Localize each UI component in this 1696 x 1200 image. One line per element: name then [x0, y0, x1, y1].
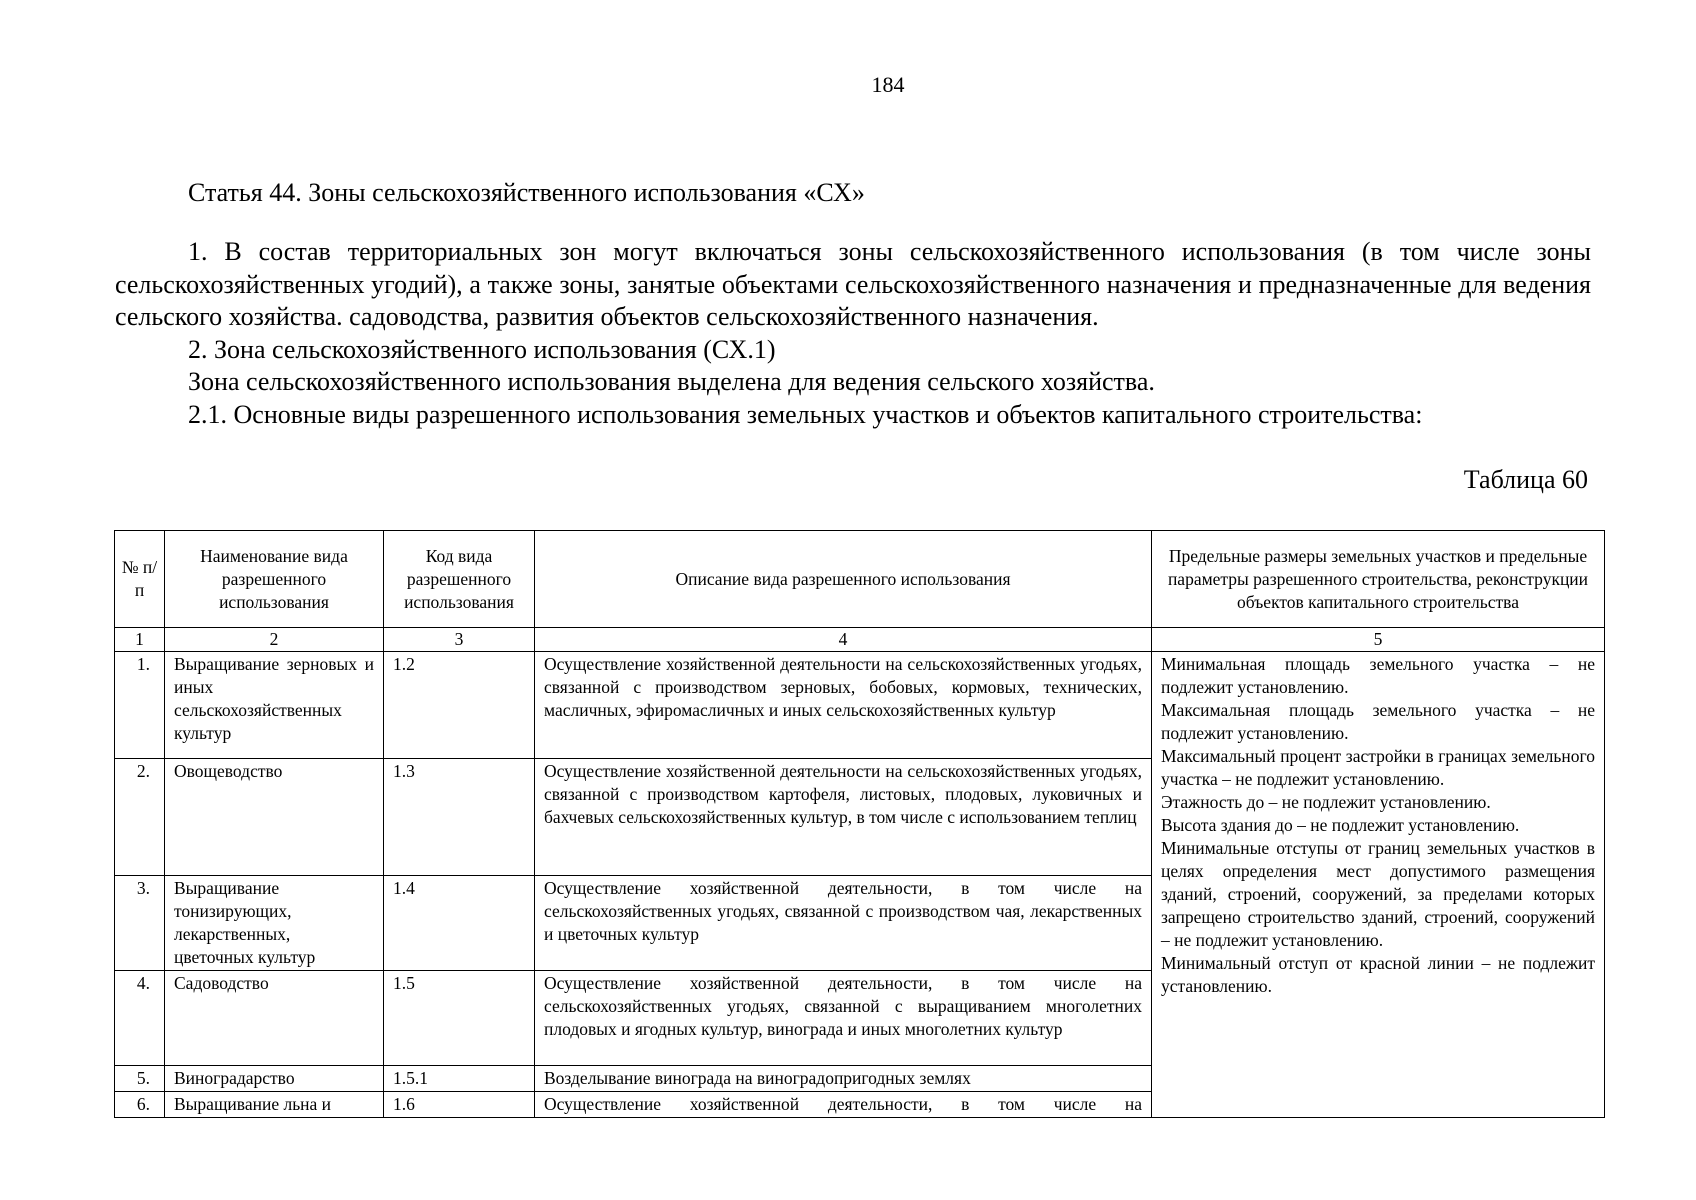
header-limits: Предельные размеры земельных участков и предельные параметры разрешенного строительства, реконструкции объектов капитального строительства [1152, 531, 1605, 628]
row-name: Выращивание зерновых и иных сельскохозяйственных культур [165, 652, 384, 759]
land-use-table [114, 530, 1605, 1118]
paragraph-2: 2. Зона сельскохозяйственного использования (СХ.1) [188, 334, 776, 364]
row-description: Осуществление хозяйственной деятельности на сельскохозяйственных угодьях, связанной с производством картофеля, листовых, плодовых, луковичных и бахчевых сельскохозяйственных культур, в том числе с использованием теплиц [535, 759, 1152, 876]
column-number: 3 [384, 628, 535, 652]
column-numbers-row [115, 628, 1605, 652]
row-name: Виноградарство [165, 1066, 384, 1092]
row-name: Садоводство [165, 971, 384, 1066]
row-name: Выращивание тонизирующих, лекарственных, цветочных культур [165, 876, 384, 971]
row-code: 1.5.1 [384, 1066, 535, 1092]
row-name: Овощеводство [165, 759, 384, 876]
header-description: Описание вида разрешенного использования [535, 531, 1152, 628]
row-description: Возделывание винограда на виноградопригодных землях [535, 1066, 1152, 1092]
page-number: 184 [871, 72, 905, 97]
limit-item: Этажность до – не подлежит установлению. [1161, 792, 1491, 812]
article-title: Статья 44. Зоны сельскохозяйственного использования «СХ» [188, 178, 865, 207]
row-description: Осуществление хозяйственной деятельности, в том числе на сельскохозяйственных угодьях, связанной с производством чая, лекарственных и цветочных культур [535, 876, 1152, 971]
limit-item: Минимальная площадь земельного участка – не подлежит установлению. [1161, 654, 1595, 697]
limits-cell [1152, 652, 1605, 1118]
limit-item: Минимальные отступы от границ земельных участков в целях определения мест допустимого размещения зданий, строений, сооружений, за пределами которых запрещено строительство зданий, строений, сооружений – не подлежит установлению. [1161, 838, 1595, 950]
table-caption: Таблица 60 [1463, 465, 1588, 494]
row-name: Выращивание льна и [165, 1092, 384, 1118]
header-number: № п/п [115, 531, 165, 628]
row-number: 6. [115, 1092, 165, 1118]
paragraph-1: 1. В состав территориальных зон могут включаться зоны сельскохозяйственного использования (в том числе зоны сельскохозяйственных угодий), а также зоны, занятые объектами сельскохозяйственного назначения и предназначенные для ведения сельского хозяйства. садоводства, развития объектов сельскохозяйственного назначения. [115, 237, 1591, 331]
row-number: 1. [115, 652, 165, 759]
row-code: 1.2 [384, 652, 535, 759]
body-text [115, 236, 1591, 431]
limit-item: Максимальный процент застройки в границах земельного участка – не подлежит установлению. [1161, 746, 1595, 789]
column-number: 4 [535, 628, 1152, 652]
row-number: 2. [115, 759, 165, 876]
row-number: 3. [115, 876, 165, 971]
limit-item: Высота здания до – не подлежит установлению. [1161, 815, 1520, 835]
column-number: 1 [115, 628, 165, 652]
row-code: 1.4 [384, 876, 535, 971]
table-header-row [115, 531, 1605, 628]
column-number: 2 [165, 628, 384, 652]
row-code: 1.3 [384, 759, 535, 876]
row-description: Осуществление хозяйственной деятельности на сельскохозяйственных угодьях, связанной с производством зерновых, бобовых, кормовых, технических, масличных, эфиромасличных и иных сельскохозяйственных культур [535, 652, 1152, 759]
header-name: Наименование вида разрешенного использования [165, 531, 384, 628]
header-code: Код вида разрешенного использования [384, 531, 535, 628]
paragraph-4: 2.1. Основные виды разрешенного использования земельных участков и объектов капитального строительства: [188, 399, 1423, 429]
table-container [114, 530, 1605, 1118]
row-description: Осуществление хозяйственной деятельности, в том числе на [535, 1092, 1152, 1118]
row-description: Осуществление хозяйственной деятельности, в том числе на сельскохозяйственных угодьях, связанной с выращиванием многолетних плодовых и ягодных культур, винограда и иных многолетних культур [535, 971, 1152, 1066]
limit-item: Минимальный отступ от красной линии – не подлежит установлению. [1161, 953, 1595, 996]
table-row [115, 652, 1605, 759]
row-code: 1.6 [384, 1092, 535, 1118]
row-number: 4. [115, 971, 165, 1066]
row-code: 1.5 [384, 971, 535, 1066]
column-number: 5 [1152, 628, 1605, 652]
row-number: 5. [115, 1066, 165, 1092]
limit-item: Максимальная площадь земельного участка – не подлежит установлению. [1161, 700, 1595, 743]
paragraph-3: Зона сельскохозяйственного использования выделена для ведения сельского хозяйства. [188, 367, 1155, 396]
